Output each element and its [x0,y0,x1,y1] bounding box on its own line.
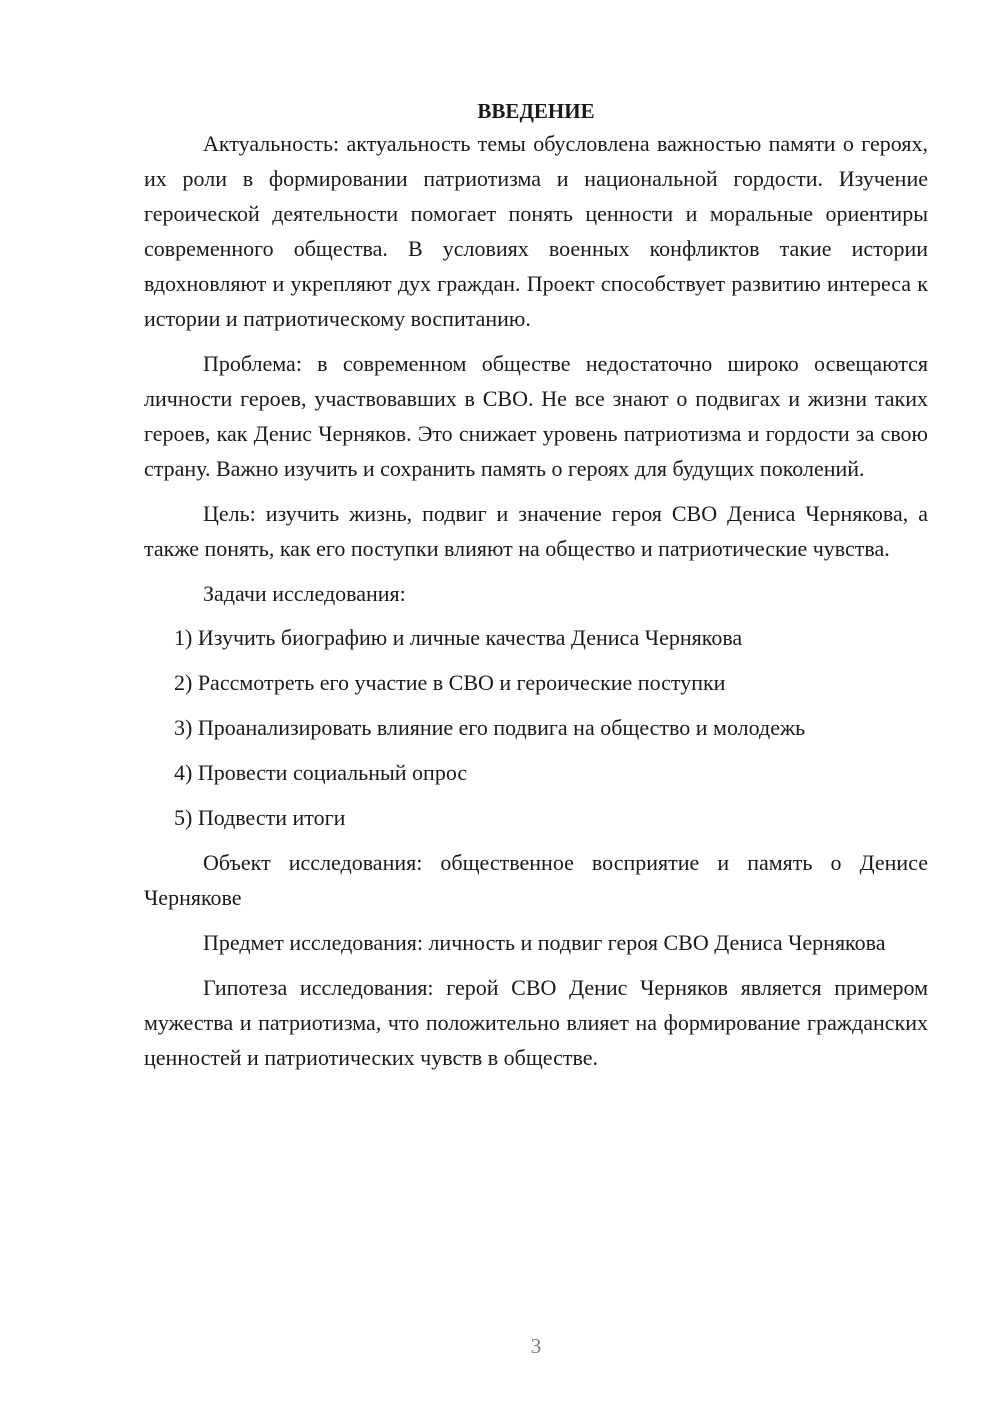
problem-paragraph: Проблема: в современном обществе недостаточно широко освещаются личности героев, участвовавших в СВО. Не все знают о подвигах и жизни таких героев, как Денис Черняков. Это снижает уровень патриотизма и гордости за свою страну. Важно изучить и сохранить память о героях для будущих поколений. [144,351,928,481]
tasks-heading: Задачи исследования: [203,581,406,606]
document-page [144,96,928,1085]
task-item: 1) Изучить биографию и личные качества Дениса Чернякова [174,625,743,650]
task-item: 3) Проанализировать влияние его подвига на общество и молодежь [174,715,806,740]
task-item: 2) Рассмотреть его участие в СВО и героические поступки [174,670,726,695]
page-number: 3 [530,1334,542,1358]
object-paragraph: Объект исследования: общественное восприятие и память о Денисе Чернякове [144,850,928,910]
task-item: 5) Подвести итоги [174,805,346,830]
subject-paragraph: Предмет исследования: личность и подвиг героя СВО Дениса Чернякова [203,930,886,955]
goal-paragraph: Цель: изучить жизнь, подвиг и значение героя СВО Дениса Чернякова, а также понять, как его поступки влияют на общество и патриотические чувства. [144,501,928,561]
section-title: ВВЕДЕНИЕ [477,99,595,123]
tasks-list [144,620,928,835]
task-item: 4) Провести социальный опрос [174,760,468,785]
hypothesis-paragraph: Гипотеза исследования: герой СВО Денис Черняков является примером мужества и патриотизма, что положительно влияет на формирование гражданских ценностей и патриотических чувств в обществе. [144,975,928,1070]
relevance-paragraph: Актуальность: актуальность темы обусловлена важностью памяти о героях, их роли в формировании патриотизма и национальной гордости. Изучение героической деятельности помогает понять ценности и моральные ориентиры современного общества. В условиях военных конфликтов такие истории вдохновляют и укрепляют дух граждан. Проект способствует развитию интереса к истории и патриотическому воспитанию. [144,131,928,331]
